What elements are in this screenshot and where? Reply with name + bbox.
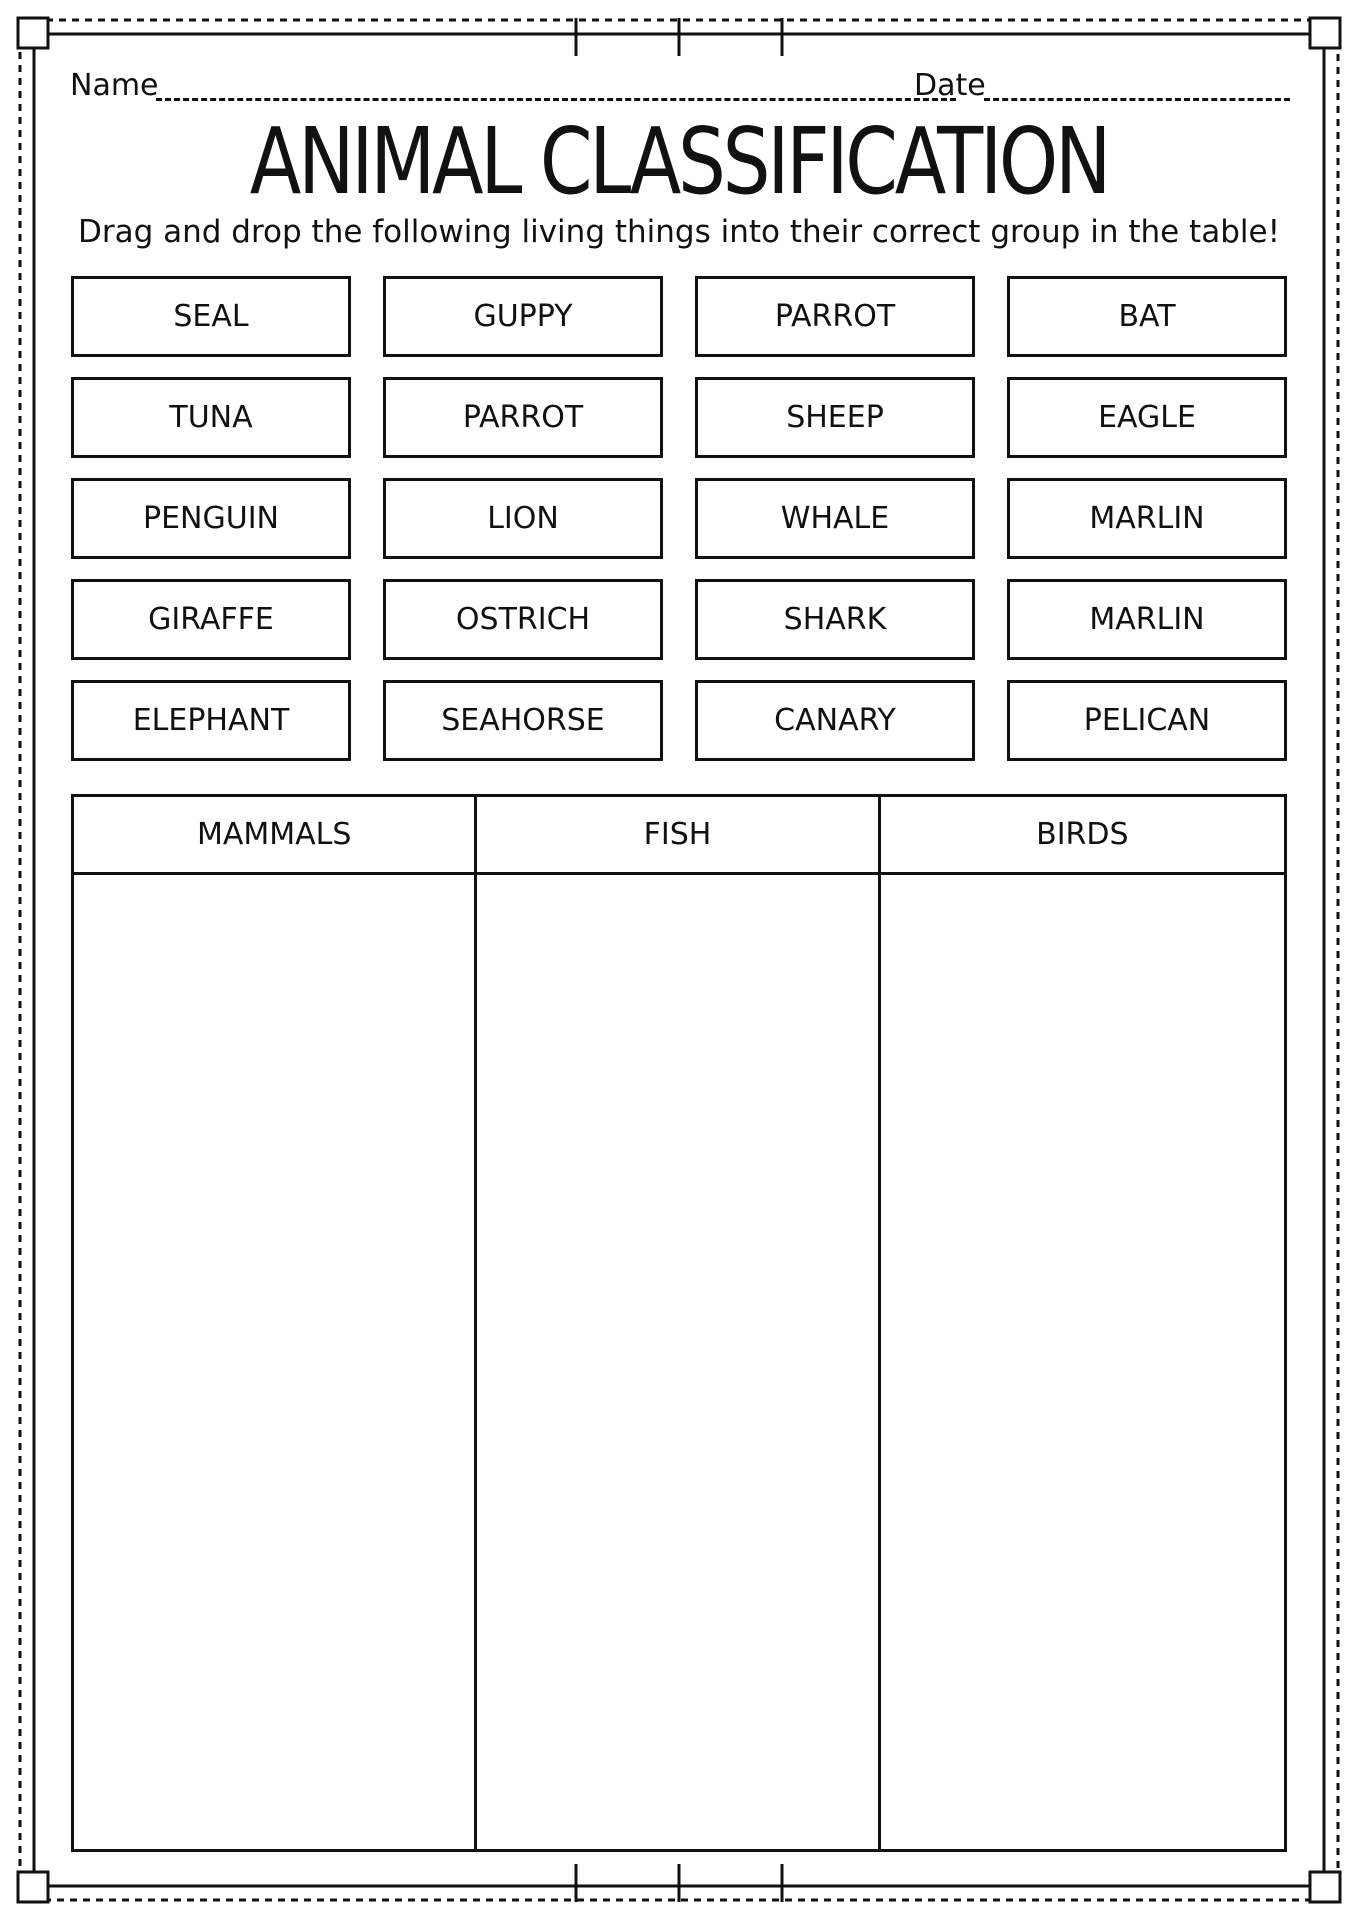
animal-card[interactable]: SHEEP bbox=[695, 377, 975, 458]
animal-card[interactable]: PARROT bbox=[383, 377, 663, 458]
animal-card[interactable]: BAT bbox=[1007, 276, 1287, 357]
animal-card[interactable]: PARROT bbox=[695, 276, 975, 357]
drop-zone-birds[interactable] bbox=[881, 875, 1284, 1849]
animal-card-grid bbox=[71, 276, 1287, 761]
animal-card[interactable]: SEAL bbox=[71, 276, 351, 357]
drop-zone-mammals[interactable] bbox=[74, 875, 477, 1849]
classification-table bbox=[71, 794, 1287, 1852]
animal-card[interactable]: EAGLE bbox=[1007, 377, 1287, 458]
column-header-fish: FISH bbox=[477, 797, 880, 875]
animal-card[interactable]: TUNA bbox=[71, 377, 351, 458]
animal-card[interactable]: SEAHORSE bbox=[383, 680, 663, 761]
animal-card[interactable]: SHARK bbox=[695, 579, 975, 660]
animal-card[interactable]: MARLIN bbox=[1007, 478, 1287, 559]
date-field[interactable] bbox=[984, 98, 1290, 101]
animal-card[interactable]: LION bbox=[383, 478, 663, 559]
column-header-mammals: MAMMALS bbox=[74, 797, 477, 875]
animal-card[interactable]: GUPPY bbox=[383, 276, 663, 357]
drop-zone-fish[interactable] bbox=[477, 875, 880, 1849]
name-label: Name bbox=[70, 68, 159, 103]
name-date-row bbox=[70, 64, 1290, 108]
animal-card[interactable]: CANARY bbox=[695, 680, 975, 761]
animal-card[interactable]: GIRAFFE bbox=[71, 579, 351, 660]
instructions-text: Drag and drop the following living things into their correct group in the table! bbox=[77, 214, 1280, 250]
page-title: ANIMAL CLASSIFICATION bbox=[249, 108, 1109, 215]
animal-card[interactable]: PENGUIN bbox=[71, 478, 351, 559]
animal-card[interactable]: WHALE bbox=[695, 478, 975, 559]
animal-card[interactable]: MARLIN bbox=[1007, 579, 1287, 660]
animal-card[interactable]: ELEPHANT bbox=[71, 680, 351, 761]
column-header-birds: BIRDS bbox=[881, 797, 1284, 875]
name-field[interactable] bbox=[156, 98, 956, 101]
animal-card[interactable]: PELICAN bbox=[1007, 680, 1287, 761]
date-label: Date bbox=[914, 68, 986, 103]
animal-card[interactable]: OSTRICH bbox=[383, 579, 663, 660]
